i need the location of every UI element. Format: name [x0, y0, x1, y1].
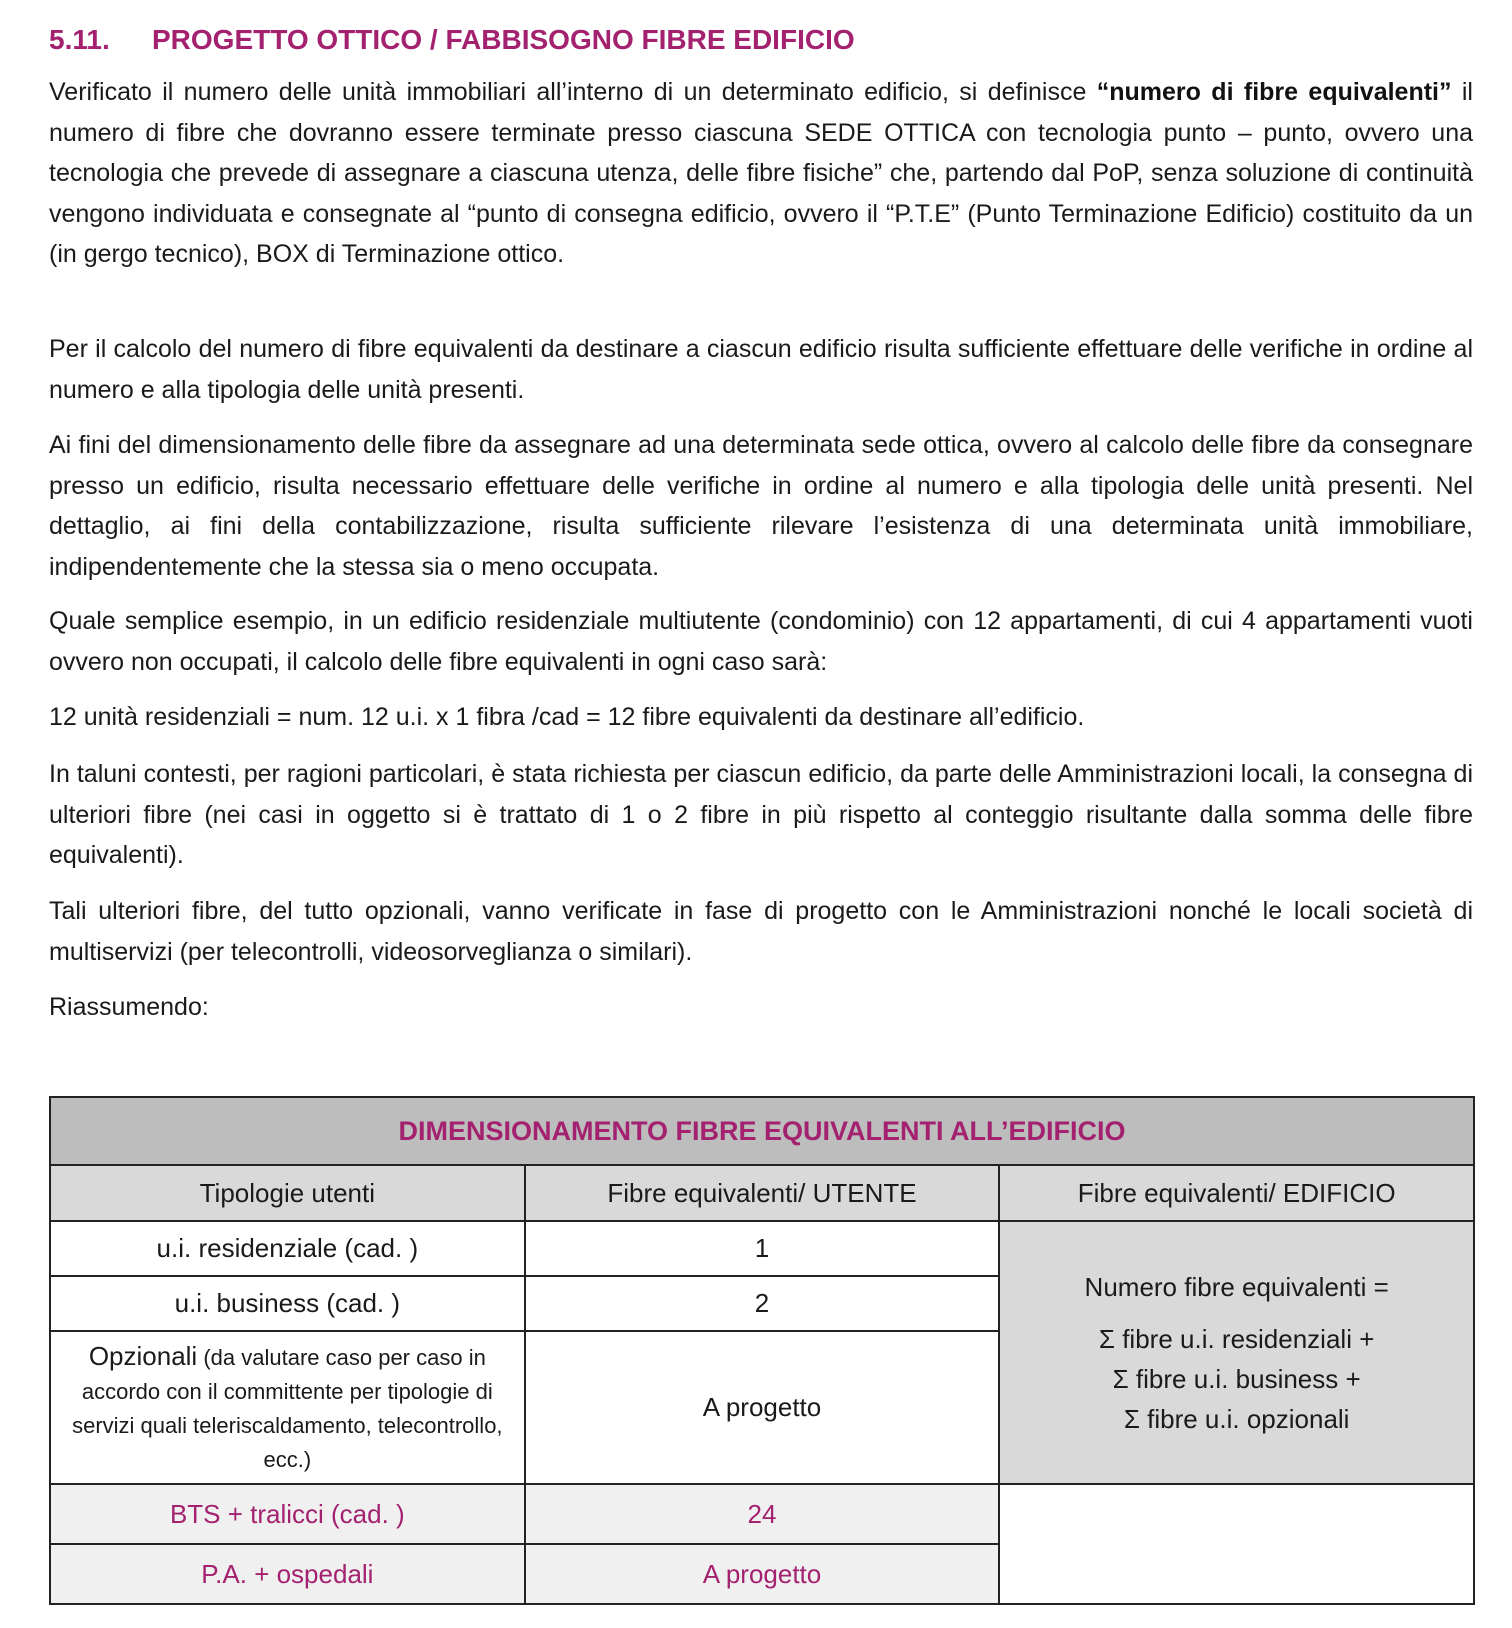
formula-line: Σ fibre u.i. residenziali + [1098, 1323, 1375, 1354]
paragraph-opzionali: Tali ulteriori fibre, del tutto opzionali, vanno verificate in fase di progetto con le Amministrazioni nonché le locali società di multiservizi (per telecontrolli, videosorveglianza o similari). [49, 897, 1473, 966]
table-title-row [50, 1097, 1474, 1165]
bold-term: “numero di fibre equivalenti” [1096, 78, 1452, 106]
cell-type [50, 1331, 525, 1484]
cell-type: BTS + tralicci (cad. ) [50, 1484, 525, 1544]
cell-per-user: 2 [525, 1276, 1000, 1331]
section-heading [49, 24, 855, 56]
paragraph-contesti: In taluni contesti, per ragioni particolari, è stata richiesta per ciascun edificio, da parte delle Amministrazioni locali, la consegna di ulteriori fibre (nei casi in oggetto si è trattato di 1 o 2 fibre in più rispetto al conteggio risultante dalla somma delle fibre equivalenti). [49, 760, 1473, 869]
cell-type-main: Opzionali [88, 1340, 198, 1371]
paragraph-text: Verificato il numero delle unità immobiliari all’interno di un determinato edificio, si definisce [49, 78, 1097, 106]
paragraph-definition [49, 72, 1473, 275]
table-row [50, 1221, 1474, 1276]
header-tipologie: Tipologie utenti [50, 1165, 525, 1221]
cell-type: u.i. business (cad. ) [50, 1276, 525, 1331]
section-number: 5.11. [49, 24, 110, 55]
header-per-utente: Fibre equivalenti/ UTENTE [525, 1165, 1000, 1221]
table-header-row [50, 1165, 1474, 1221]
paragraph-formula-example: 12 unità residenziali = num. 12 u.i. x 1 fibra /cad = 12 fibre equivalenti da destinare all’edificio. [49, 703, 1085, 731]
cell-per-user: 24 [525, 1484, 1000, 1544]
paragraph-calcolo: Per il calcolo del numero di fibre equivalenti da destinare a ciascun edificio risulta sufficiente effettuare delle verifiche in ordine al numero e alla tipologia delle unità presenti. [49, 335, 1473, 404]
cell-per-user: A progetto [525, 1331, 1000, 1484]
cell-per-user: 1 [525, 1221, 1000, 1276]
fiber-dimensioning-table [49, 1096, 1475, 1605]
table-title: DIMENSIONAMENTO FIBRE EQUIVALENTI ALL’EDIFICIO [50, 1097, 1474, 1165]
paragraph-esempio: Quale semplice esempio, in un edificio residenziale multiutente (condominio) con 12 appartamenti, di cui 4 appartamenti vuoti ovvero non occupati, il calcolo delle fibre equivalenti in ogni caso sarà: [49, 607, 1473, 676]
formula-line: Numero fibre equivalenti = [1084, 1271, 1389, 1302]
paragraph-riassumendo: Riassumendo: [49, 993, 209, 1021]
section-title: PROGETTO OTTICO / FABBISOGNO FIBRE EDIFICIO [152, 24, 855, 55]
cell-per-user: A progetto [525, 1544, 1000, 1604]
paragraph-dimensionamento: Ai fini del dimensionamento delle fibre da assegnare ad una determinata sede ottica, ovvero al calcolo delle fibre da consegnare presso un edificio, risulta necessario effettuare delle verifiche in ordine al numero e alla tipologia delle unità presenti. Nel dettaglio, ai fini della contabilizzazione, risulta sufficiente rilevare l’esistenza di una determinata unità immobiliare, indipendentemente che la stessa sia o meno occupata. [49, 431, 1473, 581]
empty-cell [999, 1484, 1474, 1604]
paragraph-text: il numero di fibre che dovranno essere terminate presso ciascuna SEDE OTTICA con tecnologia punto – punto, ovvero una tecnologia che prevede di assegnare a ciascuna utenza, delle fibre fisiche” che, partendo dal PoP, senza soluzione di continuità vengono individuata e consegnate al “punto di consegna edificio, ovvero il “P.T.E” (Punto Terminazione Edificio) costituito da un (in gergo tecnico), BOX di Terminazione ottico. [49, 78, 1473, 268]
formula-line: Σ fibre u.i. opzionali [1123, 1403, 1350, 1434]
header-per-edificio: Fibre equivalenti/ EDIFICIO [999, 1165, 1474, 1221]
cell-type: P.A. + ospedali [50, 1544, 525, 1604]
formula-line: Σ fibre u.i. business + [1112, 1363, 1361, 1394]
table-row [50, 1484, 1474, 1544]
cell-type: u.i. residenziale (cad. ) [50, 1221, 525, 1276]
cell-type-note: (da valutare caso per caso in accordo con il committente per tipologie di servizi quali teleriscaldamento, telecontrollo, ecc.) [72, 1344, 503, 1472]
formula-cell [999, 1221, 1474, 1484]
